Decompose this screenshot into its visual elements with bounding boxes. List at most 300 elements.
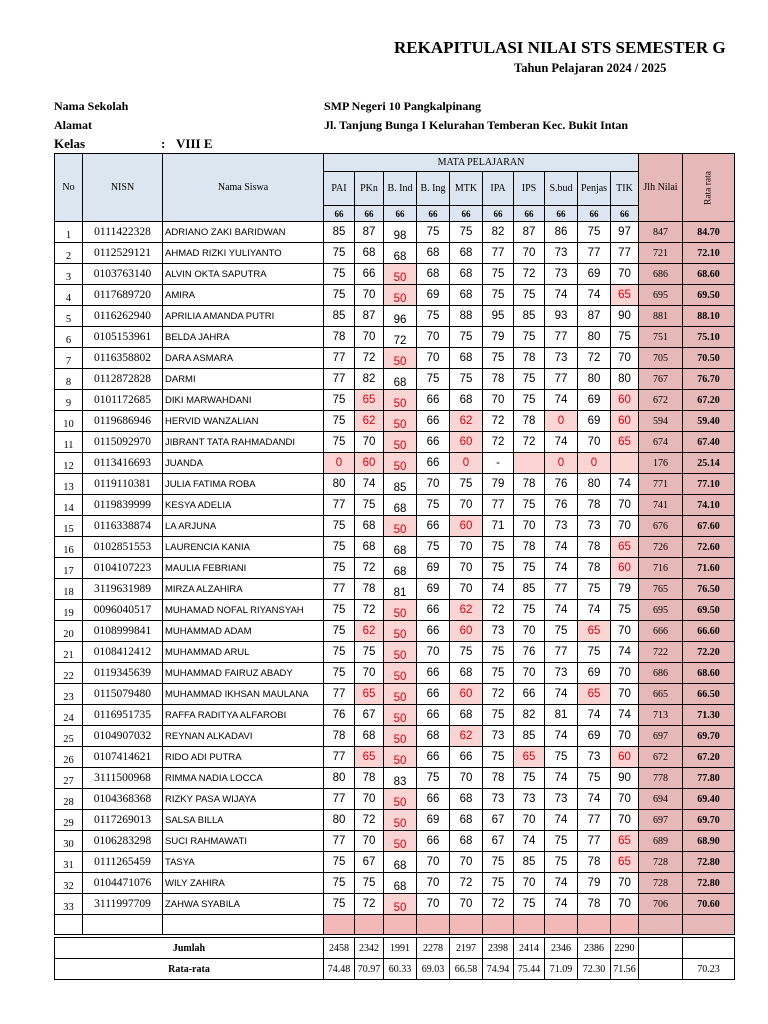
row-score-tik: 79	[611, 579, 639, 600]
table-row	[55, 222, 735, 243]
row-score-mtk: 70	[450, 537, 483, 558]
jumlah-rata-empty	[683, 938, 735, 959]
row-score-bind: 50	[384, 663, 417, 684]
row-nisn: 0104471076	[83, 873, 163, 894]
table-row	[55, 873, 735, 894]
row-score-mtk: 70	[450, 558, 483, 579]
row-score-ipa: 72	[483, 684, 514, 705]
row-score-pai: 75	[324, 243, 355, 264]
row-score-ips: 87	[514, 222, 545, 243]
row-score-pai: 75	[324, 642, 355, 663]
row-no: 18	[55, 579, 83, 600]
row-rata-rata: 77.80	[683, 768, 735, 789]
row-score-pkn: 60	[355, 453, 384, 474]
row-rata-rata: 77.10	[683, 474, 735, 495]
row-score-ipa: 79	[483, 327, 514, 348]
row-score-bind: 50	[384, 453, 417, 474]
row-jlh-nilai: 697	[639, 810, 683, 831]
row-score-mtk: 75	[450, 327, 483, 348]
row-score-pkn: 67	[355, 852, 384, 873]
row-score-ips: 82	[514, 705, 545, 726]
row-score-sbud: 76	[545, 474, 578, 495]
row-name: ALVIN OKTA SAPUTRA	[163, 264, 324, 285]
row-score-bing: 70	[417, 873, 450, 894]
header-kkm: 66	[384, 206, 417, 222]
page-subtitle: Tahun Pelajaran 2024 / 2025	[514, 61, 667, 75]
row-score-bing: 70	[417, 348, 450, 369]
row-nisn: 3111997709	[83, 894, 163, 915]
row-score-pkn: 70	[355, 789, 384, 810]
row-score-pai: 75	[324, 516, 355, 537]
table-row	[55, 243, 735, 264]
row-score-bing: 66	[417, 705, 450, 726]
header-subject: B. Ind	[384, 172, 417, 206]
row-score-mtk: 60	[450, 621, 483, 642]
rata-jlh-empty	[639, 959, 683, 980]
row-score-penjas: 65	[578, 684, 611, 705]
row-rata-rata: 67.60	[683, 516, 735, 537]
row-rata-rata: 69.40	[683, 789, 735, 810]
row-score-ips: 76	[514, 642, 545, 663]
row-no: 23	[55, 684, 83, 705]
row-name: MIRZA ALZAHIRA	[163, 579, 324, 600]
row-score-mtk: 70	[450, 579, 483, 600]
header-nama-siswa: Nama Siswa	[163, 154, 324, 222]
row-score-penjas: 79	[578, 873, 611, 894]
row-score-pkn: 72	[355, 600, 384, 621]
row-score-mtk: 70	[450, 894, 483, 915]
row-score-sbud: 75	[545, 831, 578, 852]
row-score-tik: 65	[611, 432, 639, 453]
row-score-sbud: 75	[545, 747, 578, 768]
row-jlh-nilai: 666	[639, 621, 683, 642]
table-row	[55, 306, 735, 327]
jumlah-value: 2342	[355, 938, 384, 959]
row-score-bind: 50	[384, 348, 417, 369]
row-rata-rata: 71.60	[683, 558, 735, 579]
row-score-mtk: 68	[450, 810, 483, 831]
row-score-pkn: 87	[355, 222, 384, 243]
row-score-bind: 68	[384, 558, 417, 579]
row-score-mtk: 62	[450, 600, 483, 621]
row-score-tik: 74	[611, 474, 639, 495]
row-score-tik: 75	[611, 600, 639, 621]
jumlah-value: 2346	[545, 938, 578, 959]
row-score-ips: 85	[514, 306, 545, 327]
row-rata-rata: 59.40	[683, 411, 735, 432]
row-score-pkn: 70	[355, 285, 384, 306]
row-score-bing: 75	[417, 306, 450, 327]
row-score-tik: 65	[611, 537, 639, 558]
row-rata-rata: 72.10	[683, 243, 735, 264]
row-score-pai: 80	[324, 810, 355, 831]
row-score-penjas: 78	[578, 495, 611, 516]
row-nisn: 0104907032	[83, 726, 163, 747]
row-score-bing: 69	[417, 579, 450, 600]
row-score-mtk: 66	[450, 747, 483, 768]
header-subject: PAI	[324, 172, 355, 206]
row-name: DARA ASMARA	[163, 348, 324, 369]
row-no: 6	[55, 327, 83, 348]
row-nisn: 3119631989	[83, 579, 163, 600]
row-score-sbud: 74	[545, 894, 578, 915]
table-row	[55, 327, 735, 348]
row-name: LA ARJUNA	[163, 516, 324, 537]
row-no: 11	[55, 432, 83, 453]
row-score-bind: 81	[384, 579, 417, 600]
row-score-mtk: 68	[450, 789, 483, 810]
table-row	[55, 684, 735, 705]
table-row	[55, 663, 735, 684]
row-jlh-nilai: 674	[639, 432, 683, 453]
row-score-mtk: 68	[450, 243, 483, 264]
row-no: 32	[55, 873, 83, 894]
rata-rata-total: 70.23	[683, 959, 735, 980]
rata-rata-value: 60.33	[384, 959, 417, 980]
row-score-bind: 50	[384, 810, 417, 831]
row-score-ips: 85	[514, 852, 545, 873]
row-score-penjas: 87	[578, 306, 611, 327]
row-score-ipa: -	[483, 453, 514, 474]
row-score-ipa: 67	[483, 810, 514, 831]
row-jlh-nilai: 726	[639, 537, 683, 558]
row-no: 13	[55, 474, 83, 495]
row-score-pai: 77	[324, 831, 355, 852]
row-rata-rata: 76.50	[683, 579, 735, 600]
row-score-ipa: 75	[483, 852, 514, 873]
row-score-sbud: 93	[545, 306, 578, 327]
row-score-ipa: 75	[483, 705, 514, 726]
row-score-mtk: 68	[450, 663, 483, 684]
table-row	[55, 474, 735, 495]
row-rata-rata: 69.70	[683, 726, 735, 747]
row-score-pai: 75	[324, 663, 355, 684]
row-name: MUHAMMAD ADAM	[163, 621, 324, 642]
row-score-ips: 70	[514, 516, 545, 537]
row-score-sbud: 73	[545, 348, 578, 369]
row-name: APRILIA AMANDA PUTRI	[163, 306, 324, 327]
row-score-bing: 66	[417, 831, 450, 852]
row-jlh-nilai: 722	[639, 642, 683, 663]
row-nisn: 0119686946	[83, 411, 163, 432]
row-name: MUHAMAD NOFAL RIYANSYAH	[163, 600, 324, 621]
row-no: 15	[55, 516, 83, 537]
row-score-bing: 68	[417, 726, 450, 747]
row-score-penjas: 73	[578, 516, 611, 537]
row-score-bing: 75	[417, 495, 450, 516]
row-rata-rata: 67.20	[683, 747, 735, 768]
row-score-ipa: 75	[483, 558, 514, 579]
row-score-pkn: 72	[355, 894, 384, 915]
row-jlh-nilai: 705	[639, 348, 683, 369]
row-no: 10	[55, 411, 83, 432]
row-score-sbud: 74	[545, 600, 578, 621]
row-score-sbud: 74	[545, 810, 578, 831]
row-name: DIKI MARWAHDANI	[163, 390, 324, 411]
row-no: 24	[55, 705, 83, 726]
row-jlh-nilai: 847	[639, 222, 683, 243]
row-nisn: 0112872828	[83, 369, 163, 390]
row-name: JUANDA	[163, 453, 324, 474]
row-jlh-nilai: 765	[639, 579, 683, 600]
table-row	[55, 369, 735, 390]
row-score-tik: 60	[611, 390, 639, 411]
table-row	[55, 579, 735, 600]
row-score-tik: 70	[611, 264, 639, 285]
row-score-mtk: 60	[450, 516, 483, 537]
row-score-penjas: 77	[578, 243, 611, 264]
header-no: No	[55, 154, 83, 222]
kelas-value: VIII E	[176, 136, 213, 151]
row-name: AHMAD RIZKI YULIYANTO	[163, 243, 324, 264]
row-rata-rata: 68.90	[683, 831, 735, 852]
header-subject: PKn	[355, 172, 384, 206]
row-score-bind: 98	[384, 222, 417, 243]
row-nisn: 0103763140	[83, 264, 163, 285]
row-no: 2	[55, 243, 83, 264]
row-name: MUHAMMAD ARUL	[163, 642, 324, 663]
header-kkm: 66	[611, 206, 639, 222]
row-score-tik: 97	[611, 222, 639, 243]
row-score-tik: 80	[611, 369, 639, 390]
row-score-tik: 70	[611, 516, 639, 537]
row-rata-rata: 72.80	[683, 852, 735, 873]
row-score-mtk: 75	[450, 474, 483, 495]
row-score-mtk: 70	[450, 495, 483, 516]
row-rata-rata: 70.60	[683, 894, 735, 915]
rata-rata-value: 74.48	[324, 959, 355, 980]
row-nisn: 0116951735	[83, 705, 163, 726]
kelas-label: Kelas	[54, 136, 86, 151]
row-score-sbud: 74	[545, 684, 578, 705]
row-score-mtk: 68	[450, 348, 483, 369]
row-no: 1	[55, 222, 83, 243]
row-score-bing: 68	[417, 264, 450, 285]
row-score-bing: 66	[417, 621, 450, 642]
row-score-ipa: 73	[483, 621, 514, 642]
row-score-ips: 75	[514, 390, 545, 411]
row-name: MUHAMMAD FAIRUZ ABADY	[163, 663, 324, 684]
row-score-penjas: 74	[578, 789, 611, 810]
row-nisn: 0104107223	[83, 558, 163, 579]
row-score-pai: 80	[324, 768, 355, 789]
row-nisn: 0107414621	[83, 747, 163, 768]
row-score-ips: 70	[514, 243, 545, 264]
row-score-bind: 50	[384, 831, 417, 852]
row-name: DARMI	[163, 369, 324, 390]
row-rata-rata: 84.70	[683, 222, 735, 243]
rata-rata-value: 69.03	[417, 959, 450, 980]
row-score-ipa: 73	[483, 726, 514, 747]
row-score-penjas: 65	[578, 621, 611, 642]
row-score-penjas: 80	[578, 474, 611, 495]
row-jlh-nilai: 676	[639, 516, 683, 537]
row-score-bind: 50	[384, 621, 417, 642]
row-jlh-nilai: 697	[639, 726, 683, 747]
row-score-bing: 66	[417, 789, 450, 810]
row-score-pai: 75	[324, 621, 355, 642]
row-name: LAURENCIA KANIA	[163, 537, 324, 558]
row-rata-rata: 68.60	[683, 264, 735, 285]
row-jlh-nilai: 713	[639, 705, 683, 726]
row-jlh-nilai: 728	[639, 873, 683, 894]
table-row	[55, 495, 735, 516]
row-score-pkn: 65	[355, 684, 384, 705]
row-score-pkn: 68	[355, 243, 384, 264]
row-rata-rata: 67.20	[683, 390, 735, 411]
row-score-mtk: 62	[450, 411, 483, 432]
row-score-sbud: 86	[545, 222, 578, 243]
row-score-ips: 70	[514, 663, 545, 684]
row-score-ips: 70	[514, 873, 545, 894]
row-score-penjas: 72	[578, 348, 611, 369]
alamat-label: Alamat	[54, 118, 92, 132]
row-score-penjas: 74	[578, 705, 611, 726]
row-score-penjas: 70	[578, 432, 611, 453]
row-score-pkn: 66	[355, 264, 384, 285]
row-jlh-nilai: 778	[639, 768, 683, 789]
row-jlh-nilai: 767	[639, 369, 683, 390]
row-score-tik: 70	[611, 684, 639, 705]
row-score-mtk: 0	[450, 453, 483, 474]
row-score-sbud: 74	[545, 390, 578, 411]
row-rata-rata: 69.50	[683, 600, 735, 621]
row-score-bind: 68	[384, 852, 417, 873]
row-score-bind: 68	[384, 243, 417, 264]
row-score-penjas: 69	[578, 726, 611, 747]
row-score-pkn: 78	[355, 579, 384, 600]
row-rata-rata: 66.60	[683, 621, 735, 642]
row-score-sbud: 74	[545, 768, 578, 789]
row-score-pai: 75	[324, 600, 355, 621]
row-score-bind: 50	[384, 726, 417, 747]
row-score-penjas: 77	[578, 810, 611, 831]
row-score-bing: 66	[417, 684, 450, 705]
row-score-pkn: 75	[355, 495, 384, 516]
row-score-pai: 0	[324, 453, 355, 474]
table-row	[55, 558, 735, 579]
row-nisn: 0113416693	[83, 453, 163, 474]
header-jlh-nilai: Jlh Nilai	[639, 154, 683, 222]
row-score-pkn: 62	[355, 621, 384, 642]
row-score-bind: 50	[384, 516, 417, 537]
row-score-ips: 75	[514, 768, 545, 789]
row-score-ips: 74	[514, 831, 545, 852]
table-row	[55, 810, 735, 831]
row-score-ipa: 67	[483, 831, 514, 852]
row-no: 19	[55, 600, 83, 621]
row-score-bing: 66	[417, 663, 450, 684]
row-score-sbud: 74	[545, 558, 578, 579]
row-score-tik: 60	[611, 411, 639, 432]
row-rata-rata: 74.10	[683, 495, 735, 516]
row-score-tik: 70	[611, 663, 639, 684]
row-no: 9	[55, 390, 83, 411]
table-row	[55, 411, 735, 432]
row-score-bing: 66	[417, 453, 450, 474]
header-mata-pelajaran: MATA PELAJARAN	[324, 154, 639, 172]
row-score-ipa: 73	[483, 789, 514, 810]
header-subject: MTK	[450, 172, 483, 206]
row-score-pai: 75	[324, 432, 355, 453]
table-row	[55, 516, 735, 537]
rata-rata-value: 71.56	[611, 959, 639, 980]
row-nisn: 0116262940	[83, 306, 163, 327]
row-score-pai: 80	[324, 474, 355, 495]
row-score-penjas: 73	[578, 747, 611, 768]
row-rata-rata: 71.30	[683, 705, 735, 726]
row-jlh-nilai: 686	[639, 663, 683, 684]
row-score-bing: 70	[417, 474, 450, 495]
row-score-sbud: 77	[545, 369, 578, 390]
row-score-ipa: 75	[483, 642, 514, 663]
table-row	[55, 726, 735, 747]
row-jlh-nilai: 695	[639, 285, 683, 306]
row-score-ips: 75	[514, 558, 545, 579]
table-row	[55, 852, 735, 873]
row-rata-rata: 67.40	[683, 432, 735, 453]
row-score-bind: 68	[384, 495, 417, 516]
row-name: JULIA FATIMA ROBA	[163, 474, 324, 495]
row-score-bing: 66	[417, 432, 450, 453]
header-subject: B. Ing	[417, 172, 450, 206]
table-row	[55, 894, 735, 915]
alamat-value: Jl. Tanjung Bunga I Kelurahan Temberan Kec. Bukit Intan	[324, 118, 629, 132]
row-score-sbud: 77	[545, 642, 578, 663]
row-score-sbud: 81	[545, 705, 578, 726]
row-rata-rata: 72.20	[683, 642, 735, 663]
row-score-pkn: 72	[355, 810, 384, 831]
table-row	[55, 348, 735, 369]
kelas-separator: :	[161, 136, 166, 151]
row-score-sbud: 76	[545, 495, 578, 516]
row-nisn: 0096040517	[83, 600, 163, 621]
row-score-tik: 70	[611, 873, 639, 894]
row-no: 21	[55, 642, 83, 663]
row-score-mtk: 62	[450, 726, 483, 747]
rata-rata-label: Rata-rata	[55, 959, 324, 980]
jumlah-value: 2278	[417, 938, 450, 959]
row-name: AMIRA	[163, 285, 324, 306]
header-subject: S.bud	[545, 172, 578, 206]
row-score-pkn: 82	[355, 369, 384, 390]
row-score-bind: 68	[384, 369, 417, 390]
header-subject: TIK	[611, 172, 639, 206]
row-score-bind: 50	[384, 264, 417, 285]
row-score-mtk: 88	[450, 306, 483, 327]
row-score-penjas: 78	[578, 894, 611, 915]
row-score-pai: 77	[324, 495, 355, 516]
row-score-bing: 70	[417, 642, 450, 663]
row-score-penjas: 69	[578, 264, 611, 285]
row-nisn: 0105153961	[83, 327, 163, 348]
table-row	[55, 600, 735, 621]
row-score-penjas: 74	[578, 285, 611, 306]
row-score-ipa: 75	[483, 348, 514, 369]
row-score-pkn: 67	[355, 705, 384, 726]
row-rata-rata: 75.10	[683, 327, 735, 348]
row-jlh-nilai: 721	[639, 243, 683, 264]
row-score-mtk: 70	[450, 852, 483, 873]
row-nisn: 3111500968	[83, 768, 163, 789]
row-jlh-nilai: 694	[639, 789, 683, 810]
row-score-ips: 75	[514, 285, 545, 306]
row-nisn: 0119110381	[83, 474, 163, 495]
row-score-bind: 96	[384, 306, 417, 327]
row-score-sbud: 74	[545, 726, 578, 747]
row-jlh-nilai: 741	[639, 495, 683, 516]
row-score-penjas: 69	[578, 411, 611, 432]
